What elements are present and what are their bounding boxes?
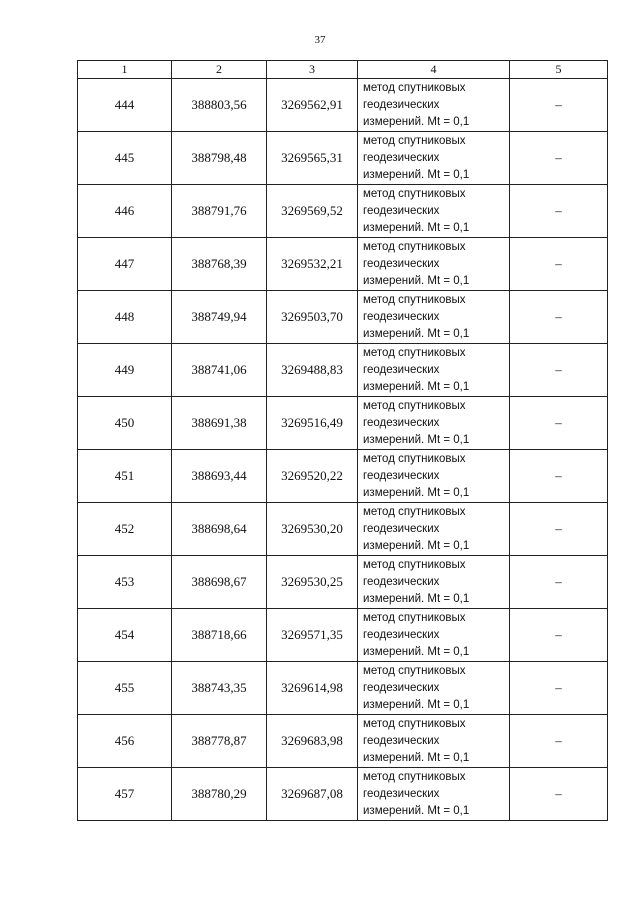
method-line: метод спутниковых bbox=[363, 452, 466, 465]
method-line: геодезических bbox=[363, 522, 440, 535]
table-row bbox=[78, 397, 608, 450]
y-coordinate-cell: 3269687,08 bbox=[267, 768, 358, 821]
header-col-2: 2 bbox=[172, 61, 267, 79]
x-coordinate-cell: 388741,06 bbox=[172, 344, 267, 397]
note-cell: – bbox=[510, 79, 608, 132]
method-line: метод спутниковых bbox=[363, 558, 466, 571]
table-row bbox=[78, 715, 608, 768]
method-line: измерений. Mt = 0,1 bbox=[363, 274, 470, 287]
table-row bbox=[78, 79, 608, 132]
header-col-3: 3 bbox=[267, 61, 358, 79]
method-line: геодезических bbox=[363, 363, 440, 376]
point-number-cell: 447 bbox=[78, 238, 172, 291]
method-line: измерений. Mt = 0,1 bbox=[363, 698, 470, 711]
method-line: метод спутниковых bbox=[363, 187, 466, 200]
y-coordinate-cell: 3269530,20 bbox=[267, 503, 358, 556]
table-row bbox=[78, 768, 608, 821]
method-line: геодезических bbox=[363, 787, 440, 800]
y-coordinate-cell: 3269530,25 bbox=[267, 556, 358, 609]
table-row bbox=[78, 450, 608, 503]
table-row bbox=[78, 609, 608, 662]
point-number-cell: 454 bbox=[78, 609, 172, 662]
method-cell bbox=[358, 291, 510, 344]
y-coordinate-cell: 3269516,49 bbox=[267, 397, 358, 450]
y-coordinate-cell: 3269488,83 bbox=[267, 344, 358, 397]
point-number-cell: 445 bbox=[78, 132, 172, 185]
table-row bbox=[78, 238, 608, 291]
method-line: метод спутниковых bbox=[363, 240, 466, 253]
y-coordinate-cell: 3269562,91 bbox=[267, 79, 358, 132]
method-line: метод спутниковых bbox=[363, 717, 466, 730]
method-line: геодезических bbox=[363, 734, 440, 747]
method-line: метод спутниковых bbox=[363, 770, 466, 783]
x-coordinate-cell: 388743,35 bbox=[172, 662, 267, 715]
method-line: метод спутниковых bbox=[363, 664, 466, 677]
table-header bbox=[78, 61, 608, 79]
y-coordinate-cell: 3269683,98 bbox=[267, 715, 358, 768]
method-line: геодезических bbox=[363, 628, 440, 641]
method-line: измерений. Mt = 0,1 bbox=[363, 168, 470, 181]
point-number-cell: 453 bbox=[78, 556, 172, 609]
table-row bbox=[78, 503, 608, 556]
method-cell bbox=[358, 397, 510, 450]
x-coordinate-cell: 388718,66 bbox=[172, 609, 267, 662]
method-cell bbox=[358, 556, 510, 609]
method-line: измерений. Mt = 0,1 bbox=[363, 539, 470, 552]
note-cell: – bbox=[510, 503, 608, 556]
method-cell bbox=[358, 79, 510, 132]
method-cell bbox=[358, 132, 510, 185]
method-line: измерений. Mt = 0,1 bbox=[363, 433, 470, 446]
x-coordinate-cell: 388693,44 bbox=[172, 450, 267, 503]
x-coordinate-cell: 388768,39 bbox=[172, 238, 267, 291]
note-cell: – bbox=[510, 132, 608, 185]
y-coordinate-cell: 3269532,21 bbox=[267, 238, 358, 291]
table-row bbox=[78, 344, 608, 397]
method-line: геодезических bbox=[363, 204, 440, 217]
table-body bbox=[78, 79, 608, 821]
method-line: измерений. Mt = 0,1 bbox=[363, 804, 470, 817]
coordinates-table bbox=[77, 60, 608, 821]
table-row bbox=[78, 556, 608, 609]
point-number-cell: 449 bbox=[78, 344, 172, 397]
point-number-cell: 451 bbox=[78, 450, 172, 503]
method-cell bbox=[358, 238, 510, 291]
method-line: геодезических bbox=[363, 681, 440, 694]
method-line: метод спутниковых bbox=[363, 134, 466, 147]
note-cell: – bbox=[510, 768, 608, 821]
note-cell: – bbox=[510, 397, 608, 450]
method-line: измерений. Mt = 0,1 bbox=[363, 221, 470, 234]
x-coordinate-cell: 388778,87 bbox=[172, 715, 267, 768]
y-coordinate-cell: 3269520,22 bbox=[267, 450, 358, 503]
point-number-cell: 450 bbox=[78, 397, 172, 450]
method-line: измерений. Mt = 0,1 bbox=[363, 380, 470, 393]
note-cell: – bbox=[510, 450, 608, 503]
method-line: метод спутниковых bbox=[363, 399, 466, 412]
method-line: измерений. Mt = 0,1 bbox=[363, 486, 470, 499]
y-coordinate-cell: 3269503,70 bbox=[267, 291, 358, 344]
point-number-cell: 446 bbox=[78, 185, 172, 238]
method-line: геодезических bbox=[363, 151, 440, 164]
note-cell: – bbox=[510, 238, 608, 291]
y-coordinate-cell: 3269569,52 bbox=[267, 185, 358, 238]
table-row bbox=[78, 662, 608, 715]
x-coordinate-cell: 388803,56 bbox=[172, 79, 267, 132]
method-line: метод спутниковых bbox=[363, 346, 466, 359]
table-row bbox=[78, 291, 608, 344]
method-line: измерений. Mt = 0,1 bbox=[363, 115, 470, 128]
page-number: 37 bbox=[314, 34, 326, 46]
y-coordinate-cell: 3269571,35 bbox=[267, 609, 358, 662]
y-coordinate-cell: 3269614,98 bbox=[267, 662, 358, 715]
x-coordinate-cell: 388791,76 bbox=[172, 185, 267, 238]
x-coordinate-cell: 388691,38 bbox=[172, 397, 267, 450]
method-cell bbox=[358, 503, 510, 556]
method-line: измерений. Mt = 0,1 bbox=[363, 327, 470, 340]
table-row bbox=[78, 185, 608, 238]
method-line: геодезических bbox=[363, 310, 440, 323]
note-cell: – bbox=[510, 291, 608, 344]
x-coordinate-cell: 388798,48 bbox=[172, 132, 267, 185]
note-cell: – bbox=[510, 344, 608, 397]
method-line: геодезических bbox=[363, 257, 440, 270]
point-number-cell: 444 bbox=[78, 79, 172, 132]
point-number-cell: 452 bbox=[78, 503, 172, 556]
note-cell: – bbox=[510, 715, 608, 768]
point-number-cell: 457 bbox=[78, 768, 172, 821]
method-line: метод спутниковых bbox=[363, 293, 466, 306]
method-cell bbox=[358, 185, 510, 238]
note-cell: – bbox=[510, 556, 608, 609]
table-row bbox=[78, 132, 608, 185]
method-line: геодезических bbox=[363, 98, 440, 111]
note-cell: – bbox=[510, 609, 608, 662]
note-cell: – bbox=[510, 662, 608, 715]
method-cell bbox=[358, 662, 510, 715]
method-cell bbox=[358, 715, 510, 768]
method-cell bbox=[358, 768, 510, 821]
x-coordinate-cell: 388749,94 bbox=[172, 291, 267, 344]
method-cell bbox=[358, 344, 510, 397]
header-col-5: 5 bbox=[510, 61, 608, 79]
method-line: геодезических bbox=[363, 416, 440, 429]
point-number-cell: 455 bbox=[78, 662, 172, 715]
note-cell: – bbox=[510, 185, 608, 238]
y-coordinate-cell: 3269565,31 bbox=[267, 132, 358, 185]
method-line: метод спутниковых bbox=[363, 81, 466, 94]
x-coordinate-cell: 388698,67 bbox=[172, 556, 267, 609]
method-line: метод спутниковых bbox=[363, 611, 466, 624]
header-col-1: 1 bbox=[78, 61, 172, 79]
x-coordinate-cell: 388698,64 bbox=[172, 503, 267, 556]
point-number-cell: 448 bbox=[78, 291, 172, 344]
method-line: измерений. Mt = 0,1 bbox=[363, 592, 470, 605]
method-line: геодезических bbox=[363, 575, 440, 588]
method-cell bbox=[358, 450, 510, 503]
method-line: метод спутниковых bbox=[363, 505, 466, 518]
header-col-4: 4 bbox=[358, 61, 510, 79]
method-cell bbox=[358, 609, 510, 662]
point-number-cell: 456 bbox=[78, 715, 172, 768]
method-line: измерений. Mt = 0,1 bbox=[363, 645, 470, 658]
x-coordinate-cell: 388780,29 bbox=[172, 768, 267, 821]
header-row bbox=[78, 61, 608, 79]
method-line: геодезических bbox=[363, 469, 440, 482]
method-line: измерений. Mt = 0,1 bbox=[363, 751, 470, 764]
